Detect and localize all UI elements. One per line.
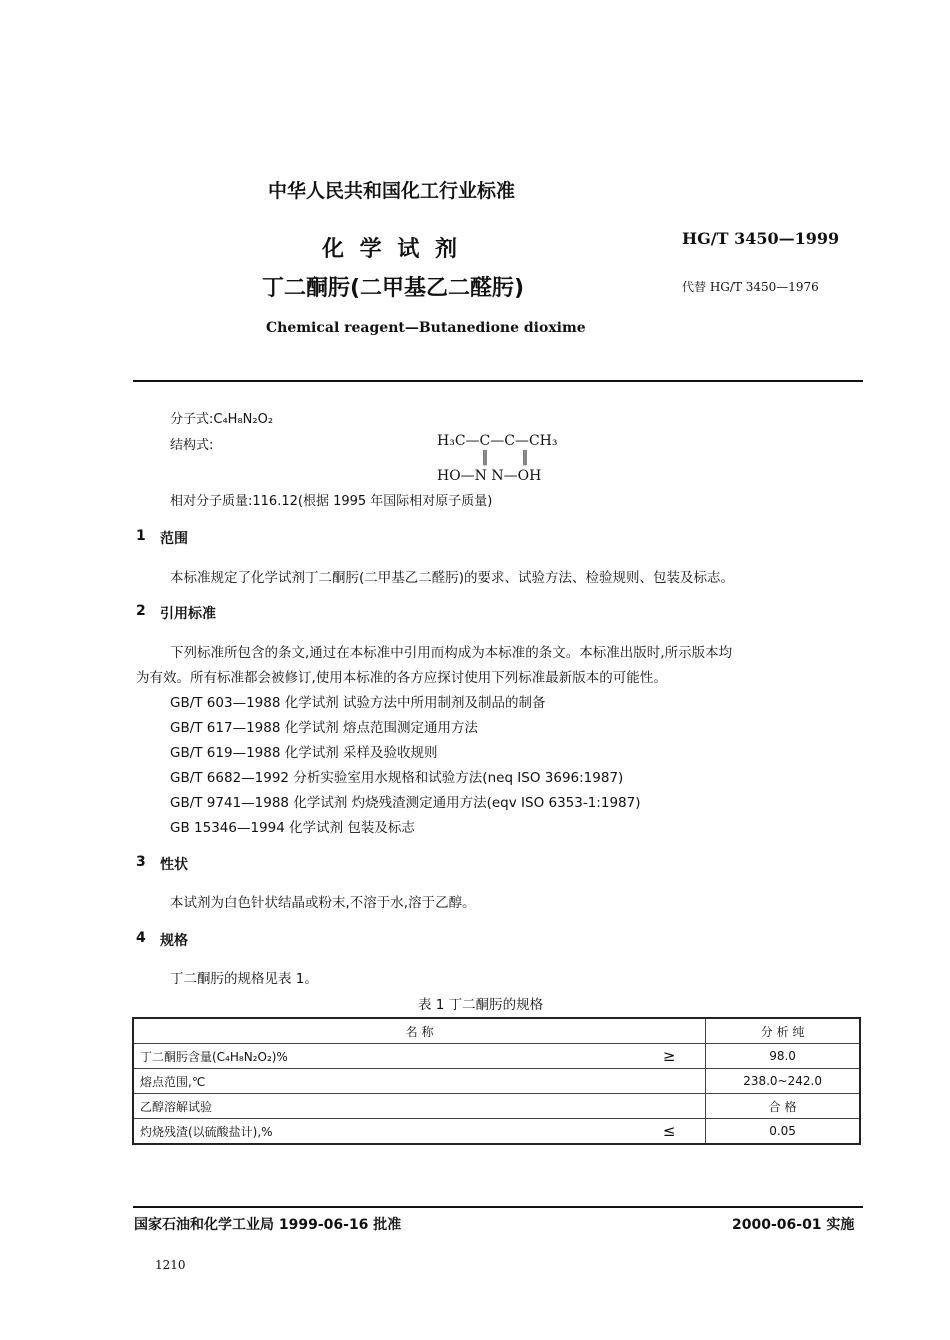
standard-code: HG/T 3450—1999 (682, 229, 840, 248)
table-cell-operator: ≤ (633, 1119, 706, 1145)
structure-formula-top: H₃C—C—C—CH₃ (437, 433, 558, 449)
spec-table (132, 1017, 861, 1145)
header-divider (133, 380, 863, 382)
reference-item: GB/T 603—1988 化学试剂 试验方法中所用制剂及制品的制备 (170, 695, 546, 711)
table-cell-value: 合 格 (706, 1094, 860, 1119)
section-3-title: 性状 (160, 857, 188, 873)
table-row (133, 1094, 860, 1119)
structure-formula-bottom: HO—N N—OH (437, 468, 542, 484)
section-2-body-line-2: 为有效。所有标准都会被修订,使用本标准的各方应探讨使用下列标准最新版本的可能性。 (136, 670, 667, 686)
section-2-body-line-1: 下列标准所包含的条文,通过在本标准中引用而构成为本标准的条文。本标准出版时,所示版本均 (170, 645, 733, 661)
table-row (133, 1119, 860, 1145)
reference-item: GB 15346—1994 化学试剂 包装及标志 (170, 820, 415, 836)
title-en: Chemical reagent—Butanedione dioxime (266, 320, 586, 336)
section-3-number: 3 (136, 854, 146, 870)
table-cell-value: 98.0 (706, 1044, 860, 1069)
table-caption: 表 1 丁二酮肟的规格 (418, 997, 544, 1013)
structure-double-bonds: ║ ║ (481, 451, 543, 466)
table-row (133, 1044, 860, 1069)
table-row (133, 1069, 860, 1094)
reference-item: GB/T 619—1988 化学试剂 采样及验收规则 (170, 745, 438, 761)
title-cn-category: 化 学 试 剂 (322, 237, 461, 262)
table-header-name: 名 称 (133, 1018, 706, 1044)
footer-divider (133, 1206, 863, 1208)
effective-date: 2000-06-01 实施 (732, 1217, 855, 1233)
table-cell-operator (633, 1094, 706, 1119)
table-cell-name: 丁二酮肟含量(C₄H₈N₂O₂)% (133, 1044, 633, 1069)
structure-label: 结构式: (170, 438, 214, 453)
section-4-number: 4 (136, 930, 146, 946)
section-2-title: 引用标准 (160, 606, 216, 622)
title-cn-product: 丁二酮肟(二甲基乙二醛肟) (262, 276, 525, 301)
table-cell-name: 灼烧残渣(以硫酸盐计),% (133, 1119, 633, 1145)
table-header-row (133, 1018, 860, 1044)
section-4-body: 丁二酮肟的规格见表 1。 (170, 971, 318, 987)
reference-item: GB/T 9741—1988 化学试剂 灼烧残渣测定通用方法(eqv ISO 6353-1:1987) (170, 795, 641, 811)
table-cell-value: 238.0~242.0 (706, 1069, 860, 1094)
table-cell-operator: ≥ (633, 1044, 706, 1069)
section-2-number: 2 (136, 603, 146, 619)
section-3-body: 本试剂为白色针状结晶或粉末,不溶于水,溶于乙醇。 (170, 895, 476, 911)
section-1-number: 1 (136, 528, 146, 544)
section-4-title: 规格 (160, 933, 188, 949)
page-number: 1210 (155, 1258, 186, 1272)
replaces-standard: 代替 HG/T 3450—1976 (682, 280, 819, 294)
table-cell-operator (633, 1069, 706, 1094)
molecular-formula: 分子式:C₄H₈N₂O₂ (170, 412, 274, 427)
reference-item: GB/T 617—1988 化学试剂 熔点范围测定通用方法 (170, 720, 479, 736)
issuing-organization: 中华人民共和国化工行业标准 (268, 180, 516, 202)
section-1-body: 本标准规定了化学试剂丁二酮肟(二甲基乙二醛肟)的要求、试验方法、检验规则、包装及标志。 (170, 570, 735, 586)
table-cell-value: 0.05 (706, 1119, 860, 1145)
table-header-grade: 分 析 纯 (706, 1018, 860, 1044)
approval-line: 国家石油和化学工业局 1999-06-16 批准 (134, 1217, 402, 1233)
molecular-mass: 相对分子质量:116.12(根据 1995 年国际相对原子质量) (170, 494, 493, 509)
section-1-title: 范围 (160, 531, 188, 547)
reference-item: GB/T 6682—1992 分析实验室用水规格和试验方法(neq ISO 3696:1987) (170, 770, 624, 786)
table-cell-name: 乙醇溶解试验 (133, 1094, 633, 1119)
table-cell-name: 熔点范围,℃ (133, 1069, 633, 1094)
